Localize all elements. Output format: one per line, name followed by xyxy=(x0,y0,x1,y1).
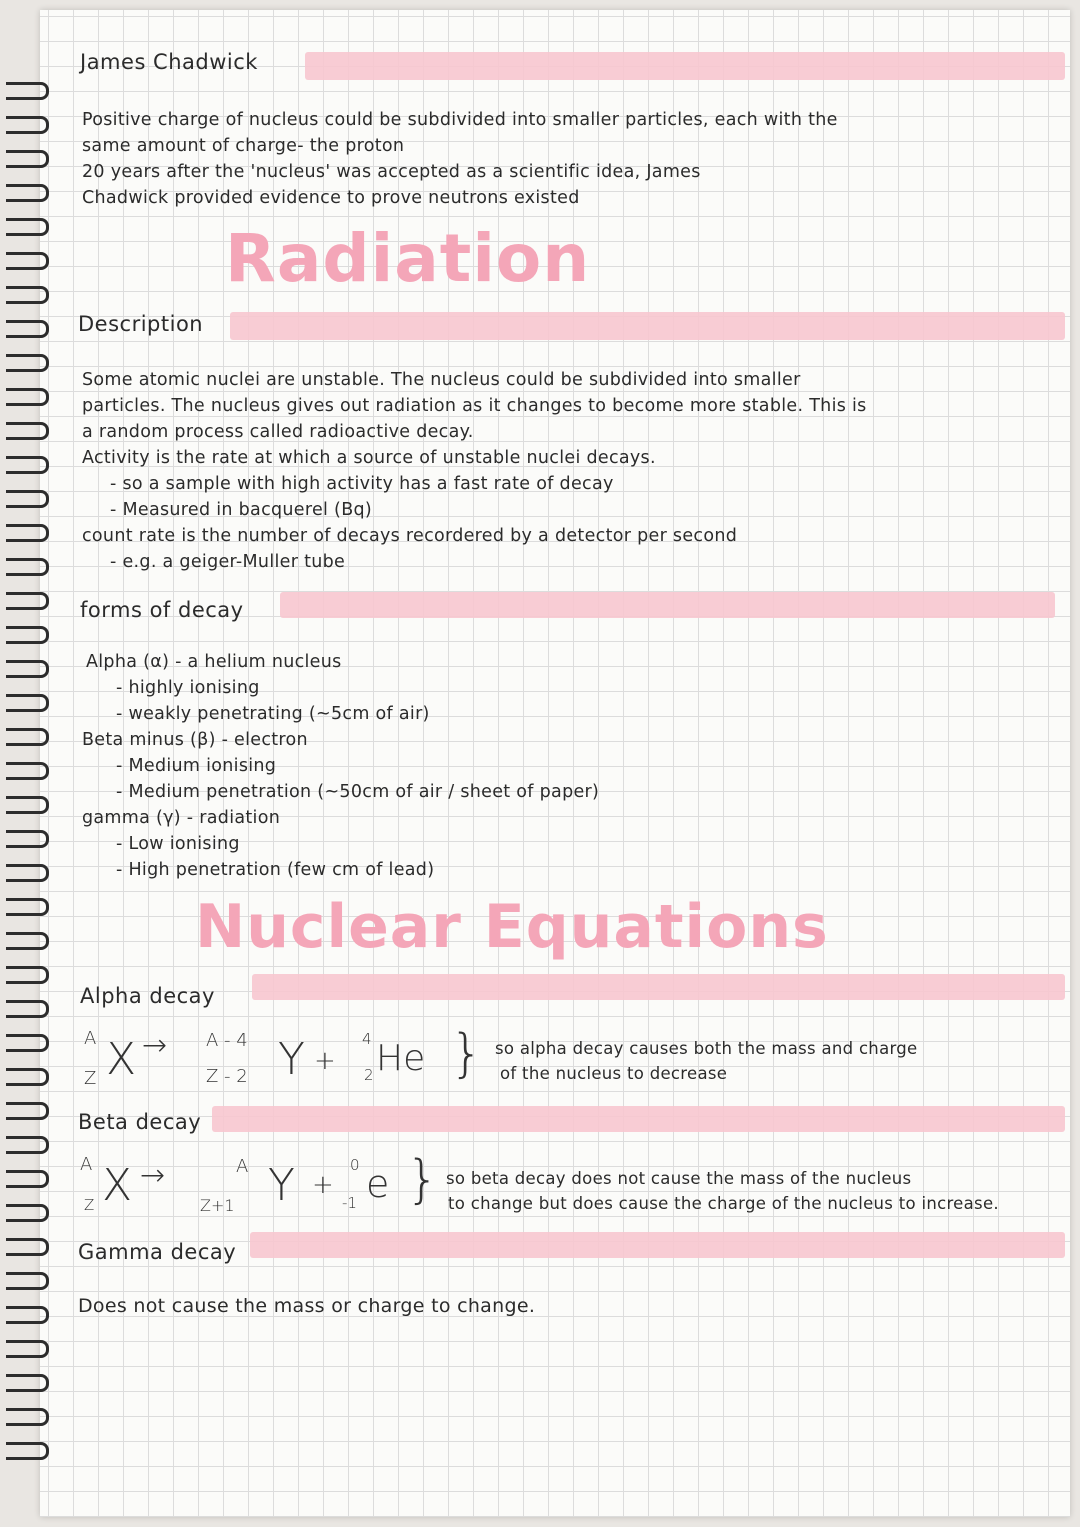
spiral-ring xyxy=(6,388,49,406)
forms-line: Alpha (α) - a helium nucleus xyxy=(86,652,342,672)
alpha-parent-symbol: X xyxy=(106,1034,137,1085)
spiral-ring xyxy=(6,1068,49,1086)
forms-line: - weakly penetrating (~5cm of air) xyxy=(116,704,430,724)
heading-alpha-decay: Alpha decay xyxy=(80,984,215,1008)
beta-electron-atomic: -1 xyxy=(342,1194,357,1212)
spiral-ring xyxy=(6,286,49,304)
description-line: Some atomic nuclei are unstable. The nucleus could be subdivided into smaller xyxy=(82,370,801,390)
spiral-ring xyxy=(6,830,49,848)
spiral-ring xyxy=(6,422,49,440)
alpha-daughter-mass: A - 4 xyxy=(206,1030,248,1051)
spiral-ring xyxy=(6,490,49,508)
alpha-helium-symbol: He xyxy=(376,1038,426,1079)
highlight-bar xyxy=(280,592,1055,618)
beta-plus: + xyxy=(312,1170,334,1200)
alpha-daughter-symbol: Y xyxy=(278,1034,305,1085)
beta-daughter-symbol: Y xyxy=(268,1160,295,1211)
alpha-helium-atomic: 2 xyxy=(364,1066,374,1084)
spiral-ring xyxy=(6,82,49,100)
heading-beta-decay: Beta decay xyxy=(78,1110,202,1134)
forms-line: - Medium penetration (~50cm of air / sheet of paper) xyxy=(116,782,600,802)
beta-electron-mass: 0 xyxy=(350,1156,360,1174)
description-line: Activity is the rate at which a source of unstable nuclei decays. xyxy=(82,448,656,468)
title-nuclear-equations: Nuclear Equations xyxy=(195,892,829,962)
spiral-ring xyxy=(6,660,49,678)
spiral-ring xyxy=(6,218,49,236)
spiral-ring xyxy=(6,1374,49,1392)
spiral-binding xyxy=(0,0,60,1527)
chadwick-line: Chadwick provided evidence to prove neutrons existed xyxy=(82,188,580,208)
forms-line: - Low ionising xyxy=(116,834,240,854)
spiral-ring xyxy=(6,116,49,134)
alpha-plus: + xyxy=(314,1046,336,1076)
alpha-daughter-atomic: Z - 2 xyxy=(206,1066,248,1087)
highlight-bar xyxy=(230,312,1065,340)
forms-line: Beta minus (β) - electron xyxy=(82,730,308,750)
spiral-ring xyxy=(6,864,49,882)
description-line: - e.g. a geiger-Muller tube xyxy=(110,552,346,572)
spiral-ring xyxy=(6,1306,49,1324)
forms-line: gamma (γ) - radiation xyxy=(82,808,281,828)
alpha-note-line: so alpha decay causes both the mass and charge xyxy=(495,1039,918,1058)
beta-brace: } xyxy=(406,1150,440,1210)
beta-arrow-icon: → xyxy=(140,1158,166,1193)
spiral-ring xyxy=(6,1204,49,1222)
beta-daughter-mass: A xyxy=(236,1156,249,1177)
spiral-ring xyxy=(6,1136,49,1154)
highlight-bar xyxy=(252,974,1065,1000)
description-line: particles. The nucleus gives out radiation as it changes to become more stable. This is xyxy=(82,396,867,416)
beta-note-line: to change but does cause the charge of the nucleus to increase. xyxy=(448,1194,999,1213)
beta-electron-symbol: e xyxy=(366,1162,390,1206)
description-line: count rate is the number of decays recordered by a detector per second xyxy=(82,526,738,546)
alpha-brace: } xyxy=(450,1024,484,1084)
heading-description: Description xyxy=(78,312,204,336)
gamma-text: Does not cause the mass or charge to change. xyxy=(78,1295,536,1317)
spiral-ring xyxy=(6,966,49,984)
description-line: - so a sample with high activity has a fast rate of decay xyxy=(110,474,614,494)
alpha-parent-mass: A xyxy=(84,1028,97,1049)
alpha-parent-atomic: Z xyxy=(84,1068,97,1089)
spiral-ring xyxy=(6,1238,49,1256)
heading-forms-of-decay: forms of decay xyxy=(80,598,244,622)
beta-parent-atomic: Z xyxy=(84,1196,95,1214)
spiral-ring xyxy=(6,592,49,610)
forms-line: - highly ionising xyxy=(116,678,260,698)
alpha-arrow-icon: → xyxy=(142,1028,168,1063)
spiral-ring xyxy=(6,184,49,202)
spiral-ring xyxy=(6,1000,49,1018)
spiral-ring xyxy=(6,762,49,780)
highlight-bar xyxy=(250,1232,1065,1258)
spiral-ring xyxy=(6,1102,49,1120)
spiral-ring xyxy=(6,1408,49,1426)
description-line: - Measured in bacquerel (Bq) xyxy=(110,500,373,520)
spiral-ring xyxy=(6,728,49,746)
notebook-page xyxy=(40,10,1070,1517)
spiral-ring xyxy=(6,1272,49,1290)
alpha-helium-mass: 4 xyxy=(362,1030,372,1048)
heading-james-chadwick: James Chadwick xyxy=(80,50,258,74)
spiral-ring xyxy=(6,354,49,372)
spiral-ring xyxy=(6,796,49,814)
spiral-ring xyxy=(6,456,49,474)
spiral-ring xyxy=(6,626,49,644)
highlight-bar xyxy=(212,1106,1065,1132)
alpha-note-line: of the nucleus to decrease xyxy=(500,1064,728,1083)
beta-note-line: so beta decay does not cause the mass of the nucleus xyxy=(446,1169,912,1188)
description-line: a random process called radioactive decay. xyxy=(82,422,474,442)
spiral-ring xyxy=(6,524,49,542)
spiral-ring xyxy=(6,898,49,916)
chadwick-line: 20 years after the 'nucleus' was accepted as a scientific idea, James xyxy=(82,162,701,182)
forms-line: - Medium ionising xyxy=(116,756,277,776)
spiral-ring xyxy=(6,320,49,338)
beta-daughter-atomic: Z+1 xyxy=(200,1196,235,1215)
spiral-ring xyxy=(6,1034,49,1052)
heading-gamma-decay: Gamma decay xyxy=(78,1240,237,1264)
highlight-bar xyxy=(305,52,1065,80)
chadwick-line: Positive charge of nucleus could be subdivided into smaller particles, each with the xyxy=(82,110,838,130)
beta-parent-mass: A xyxy=(80,1154,93,1175)
spiral-ring xyxy=(6,694,49,712)
spiral-ring xyxy=(6,1340,49,1358)
spiral-ring xyxy=(6,252,49,270)
chadwick-line: same amount of charge- the proton xyxy=(82,136,405,156)
forms-line: - High penetration (few cm of lead) xyxy=(116,860,435,880)
spiral-ring xyxy=(6,932,49,950)
spiral-ring xyxy=(6,558,49,576)
spiral-ring xyxy=(6,1442,49,1460)
spiral-ring xyxy=(6,1170,49,1188)
beta-parent-symbol: X xyxy=(102,1160,133,1211)
title-radiation: Radiation xyxy=(225,220,591,297)
spiral-ring xyxy=(6,150,49,168)
